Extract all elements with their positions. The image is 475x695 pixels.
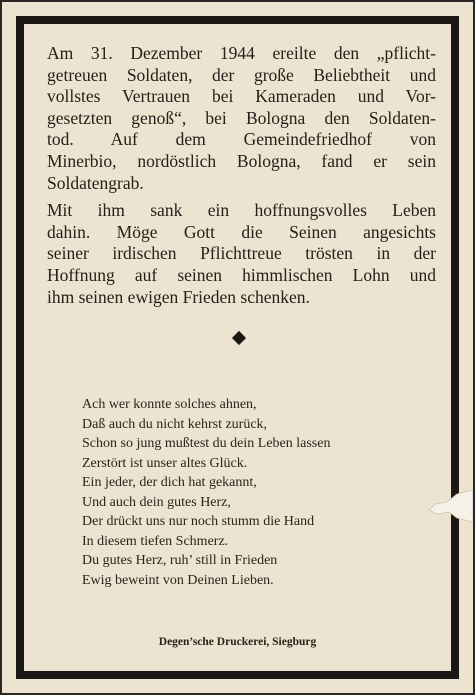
text-line: seiner irdischen Pflichttreue trösten in der bbox=[47, 243, 436, 264]
text-line: Mit ihm sank ein hoffnungsvolles Leben bbox=[47, 200, 436, 221]
text-line: ihm seinen ewigen Frieden schenken. bbox=[47, 286, 310, 307]
poem-line: Und auch dein gutes Herz, bbox=[82, 494, 231, 510]
text-line: tod. Auf dem Gemeindefriedhof von bbox=[47, 129, 436, 150]
poem-line: Ewig beweint von Deinen Lieben. bbox=[82, 572, 274, 588]
diamond-ornament-icon bbox=[232, 331, 246, 345]
card-body bbox=[24, 24, 451, 671]
obituary-text bbox=[47, 43, 436, 308]
poem-line: Daß auch du nicht kehrst zurück, bbox=[82, 416, 268, 432]
text-line: getreuen Soldaten, der große Beliebtheit und bbox=[47, 64, 436, 85]
poem-line: Der drückt uns nur noch stumm die Hand bbox=[82, 514, 315, 529]
text-line: dahin. Möge Gott die Seinen angesichts bbox=[47, 221, 436, 242]
printer-credit: Degen’sche Druckerei, Siegburg bbox=[158, 636, 317, 648]
poem-line: Ach wer konnte solches ahnen, bbox=[82, 397, 257, 412]
poem-line: In diesem tiefen Schmerz. bbox=[82, 533, 229, 549]
text-line: Hoffnung auf seinen himmlischen Lohn und bbox=[47, 264, 436, 285]
text-line: Soldatengrab. bbox=[47, 172, 144, 193]
paragraph-prayer bbox=[47, 200, 436, 308]
paper-tear-mark bbox=[427, 486, 473, 526]
memorial-card bbox=[2, 2, 473, 693]
paragraph-death-notice bbox=[47, 43, 436, 194]
memorial-poem bbox=[82, 395, 402, 590]
poem-line: Zerstört ist unser altes Glück. bbox=[82, 455, 248, 471]
poem-line: Ein jeder, der dich hat gekannt, bbox=[82, 475, 257, 490]
text-line: gesetzten genoß“, bei Bologna den Soldaten- bbox=[47, 107, 436, 128]
black-border-frame bbox=[16, 16, 459, 679]
text-line: Am 31. Dezember 1944 ereilte den „pflicht- bbox=[47, 43, 436, 63]
text-line: vollstes Vertrauen bei Kameraden und Vor- bbox=[47, 86, 436, 107]
poem-line: Schon so jung mußtest du dein Leben lassen bbox=[82, 436, 331, 451]
poem-line: Du gutes Herz, ruh’ still in Frieden bbox=[82, 553, 278, 568]
text-line: Minerbio, nordöstlich Bologna, fand er sein bbox=[47, 150, 436, 171]
